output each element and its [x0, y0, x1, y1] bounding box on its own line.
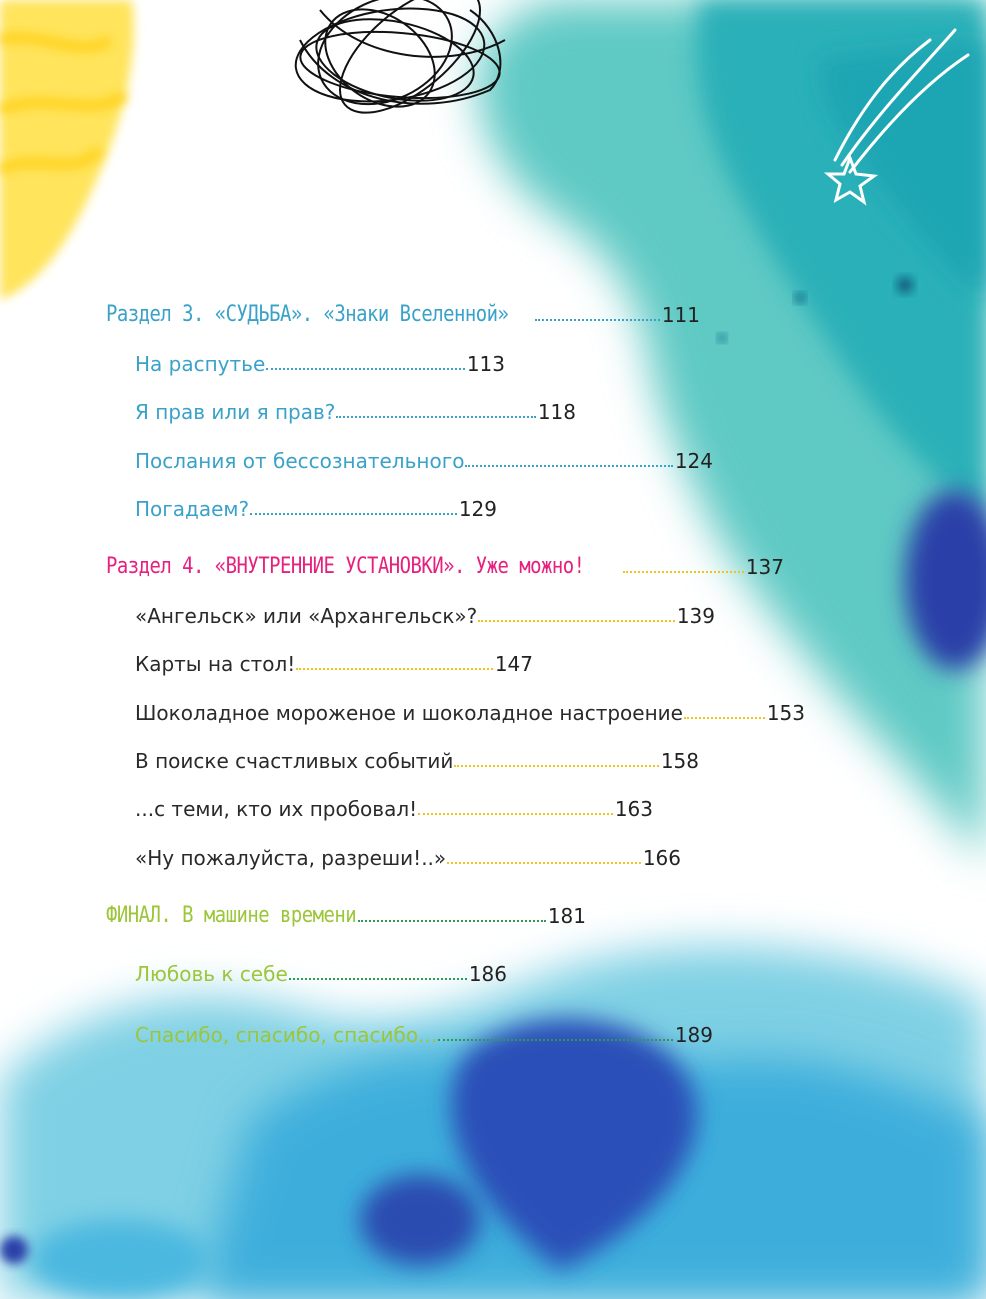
toc-item-title: На распутье [135, 352, 266, 376]
dot-leader [465, 465, 672, 467]
toc-page-number: 186 [468, 962, 507, 986]
toc-item-title: «Ангельск» или «Архангельск»? [135, 604, 478, 628]
dot-leader [454, 765, 658, 767]
dot-leader [535, 319, 660, 321]
dot-leader [358, 920, 546, 922]
dot-leader [438, 1039, 673, 1041]
dot-leader [336, 416, 535, 418]
dot-leader [684, 717, 765, 719]
toc-item-title: В поиске счастливых событий [135, 749, 454, 773]
dot-leader [296, 668, 492, 670]
toc-item[interactable] [135, 646, 533, 676]
toc-page-number: 118 [537, 400, 576, 424]
toc-item-title: Карты на стол! [135, 652, 296, 676]
toc-item-title: Послания от бессознательного [135, 449, 465, 473]
toc-page-number: 153 [766, 701, 805, 725]
toc-page-number: 129 [458, 497, 497, 521]
toc-item[interactable] [135, 394, 576, 424]
toc-section-title: ФИНАЛ. В машине времени [106, 903, 357, 928]
toc-item[interactable] [135, 598, 715, 628]
dot-leader [623, 571, 743, 573]
toc-page-number: 137 [745, 555, 784, 579]
toc-item[interactable] [135, 956, 507, 986]
dot-leader [266, 368, 465, 370]
toc-section-title: Раздел 3. «СУДЬБА». «Знаки Вселенной» [106, 302, 509, 327]
toc-item-title: Спасибо, спасибо, спасибо... [135, 1023, 438, 1047]
dot-leader [478, 620, 675, 622]
toc-section-title: Раздел 4. «ВНУТРЕННИЕ УСТАНОВКИ». Уже можно! [106, 554, 585, 579]
toc-page-number: 147 [494, 652, 533, 676]
toc-section-final[interactable] [106, 898, 586, 928]
toc-section-3[interactable] [106, 297, 700, 327]
toc-page-number: 139 [676, 604, 715, 628]
toc-item-title: ...с теми, кто их пробовал! [135, 797, 418, 821]
toc-item[interactable] [135, 695, 805, 725]
toc-page-number: 189 [674, 1023, 713, 1047]
dot-leader [418, 813, 613, 815]
toc-item[interactable] [135, 443, 713, 473]
toc-page-number: 181 [547, 904, 586, 928]
dot-leader [289, 978, 467, 980]
toc-item-title: Любовь к себе [135, 962, 288, 986]
toc-item-title: Погадаем? [135, 497, 250, 521]
toc-page-number: 113 [466, 352, 505, 376]
toc-item[interactable] [135, 491, 497, 521]
toc-item-title: Я прав или я прав? [135, 400, 336, 424]
dot-leader [250, 513, 457, 515]
toc-item-title: Шоколадное мороженое и шоколадное настроение [135, 701, 683, 725]
toc-item-title: «Ну пожалуйста, разреши!..» [135, 846, 447, 870]
toc-section-4[interactable] [106, 549, 784, 579]
toc-item[interactable] [135, 840, 681, 870]
toc-page-number: 166 [642, 846, 681, 870]
toc-page-number: 111 [661, 303, 700, 327]
dot-leader [447, 862, 641, 864]
toc-item[interactable] [135, 1017, 713, 1047]
toc-item[interactable] [135, 346, 505, 376]
toc-item[interactable] [135, 743, 699, 773]
toc-page-number: 163 [614, 797, 653, 821]
toc-item[interactable] [135, 791, 653, 821]
toc-page-number: 124 [674, 449, 713, 473]
toc-page-number: 158 [660, 749, 699, 773]
